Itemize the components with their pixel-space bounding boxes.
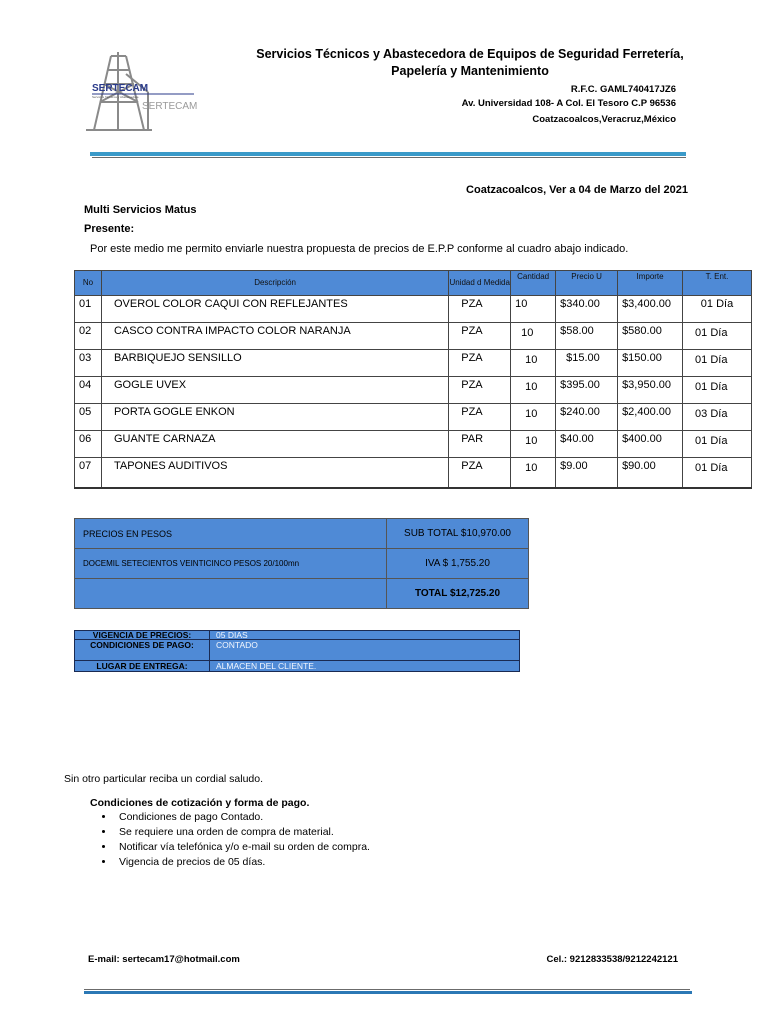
- table-row: [75, 350, 752, 377]
- cell-unit-price: $9.00: [556, 458, 618, 488]
- rfc: R.F.C. GAML740417JZ6: [570, 84, 676, 95]
- list-item: • Vigencia de precios de 05 días.: [115, 855, 575, 870]
- cell-quantity: 10: [511, 323, 556, 350]
- table-header-row: [75, 271, 752, 296]
- terms-label: VIGENCIA DE PRECIOS:: [75, 631, 210, 640]
- logo-text: SERTECAM: [92, 83, 149, 94]
- logo-text-shadow: SERTECAM: [142, 101, 198, 112]
- totals-row-iva: [75, 549, 529, 579]
- cell-unit: PZA: [449, 323, 511, 350]
- cell-unit: PZA: [449, 377, 511, 404]
- prices-label: PRECIOS EN PESOS: [75, 519, 387, 549]
- list-item: • Condiciones de pago Contado.: [115, 810, 575, 825]
- table-row: [75, 296, 752, 323]
- footer-email: E-mail: sertecam17@hotmail.com: [88, 954, 240, 965]
- greeting: Presente:: [84, 223, 135, 235]
- cell-delivery: 03 Día: [683, 404, 752, 431]
- cell-amount: $400.00: [618, 431, 683, 458]
- cell-no: 04: [75, 377, 102, 404]
- cell-delivery: 01 Día: [683, 296, 752, 323]
- cell-description: OVEROL COLOR CAQUI CON REFLEJANTES: [101, 296, 448, 323]
- table-row: [75, 431, 752, 458]
- cell-quantity: 10: [511, 296, 556, 323]
- recipient: Multi Servicios Matus: [84, 204, 197, 216]
- terms-value: ALMACEN DEL CLIENTE.: [210, 661, 520, 672]
- logo-subtext: Servicios Técnicos y Abastecedora: [92, 95, 139, 99]
- cell-description: TAPONES AUDITIVOS: [101, 458, 448, 488]
- table-row: [75, 323, 752, 350]
- col-header-unit: Unidad d Medida: [449, 271, 511, 296]
- totals-row-total: [75, 579, 529, 609]
- salutation: Sin otro particular reciba un cordial saludo.: [64, 773, 264, 785]
- company-logo: [86, 52, 206, 134]
- letter-date: Coatzacoalcos, Ver a 04 de Marzo del 2021: [466, 184, 688, 196]
- footer-phone: Cel.: 9212833538/9212242121: [546, 954, 678, 965]
- header-rule: [90, 152, 686, 156]
- cell-amount: $2,400.00: [618, 404, 683, 431]
- cell-no: 02: [75, 323, 102, 350]
- cell-description: GOGLE UVEX: [101, 377, 448, 404]
- intro-text: Por este medio me permito enviarle nuestra propuesta de precios de E.P.P conforme al cuadro abajo indicado.: [90, 243, 629, 255]
- col-header-description: Descripción: [101, 271, 448, 296]
- cell-amount: $3,950.00: [618, 377, 683, 404]
- address: Av. Universidad 108- A Col. El Tesoro C.P 96536: [461, 98, 676, 109]
- company-name: Servicios Técnicos y Abastecedora de Equipos de Seguridad Ferretería,: [256, 47, 684, 61]
- cell-unit: PZA: [449, 296, 511, 323]
- cell-quantity: 10: [511, 404, 556, 431]
- conditions-list: [75, 810, 575, 870]
- cell-delivery: 01 Día: [683, 350, 752, 377]
- cell-description: CASCO CONTRA IMPACTO COLOR NARANJA: [101, 323, 448, 350]
- terms-row: [75, 631, 520, 640]
- col-header-quantity: Cantidad: [511, 271, 556, 296]
- cell-unit: PZA: [449, 458, 511, 488]
- cell-no: 03: [75, 350, 102, 377]
- cell-quantity: 10: [511, 458, 556, 488]
- table-row: [75, 377, 752, 404]
- cell-quantity: 10: [511, 377, 556, 404]
- cell-amount: $580.00: [618, 323, 683, 350]
- cell-description: BARBIQUEJO SENSILLO: [101, 350, 448, 377]
- col-header-delivery: T. Ent.: [683, 271, 752, 296]
- company-name-line2: Papelería y Mantenimiento: [391, 64, 549, 78]
- cell-delivery: 01 Día: [683, 323, 752, 350]
- col-header-amount: Importe: [618, 271, 683, 296]
- terms-value: 05 DIAS: [210, 631, 520, 640]
- city: Coatzacoalcos,Veracruz,México: [532, 114, 676, 125]
- cell-amount: $90.00: [618, 458, 683, 488]
- cell-quantity: 10: [511, 431, 556, 458]
- cell-unit-price: $40.00: [556, 431, 618, 458]
- list-item: • Se requiere una orden de compra de material.: [115, 825, 575, 840]
- header-rule-shadow: [92, 157, 686, 158]
- cell-unit: PZA: [449, 350, 511, 377]
- items-table: [74, 270, 752, 489]
- totals-blank-cell: [75, 579, 387, 609]
- list-item: • Notificar vía telefónica y/o e-mail su orden de compra.: [115, 840, 575, 855]
- cell-description: GUANTE CARNAZA: [101, 431, 448, 458]
- terms-label: CONDICIONES DE PAGO:: [75, 640, 210, 661]
- footer-rule-top: [84, 989, 690, 990]
- cell-no: 07: [75, 458, 102, 488]
- totals-table: [74, 518, 529, 609]
- terms-value: CONTADO: [210, 640, 520, 661]
- terms-row: [75, 661, 520, 672]
- cell-amount: $3,400.00: [618, 296, 683, 323]
- cell-unit-price: $58.00: [556, 323, 618, 350]
- cell-delivery: 01 Día: [683, 431, 752, 458]
- company-heading: [250, 46, 690, 80]
- col-header-unit-price: Precio U: [556, 271, 618, 296]
- table-row: [75, 404, 752, 431]
- footer-rule: [84, 991, 692, 994]
- cell-no: 06: [75, 431, 102, 458]
- cell-quantity: 10: [511, 350, 556, 377]
- cell-no: 05: [75, 404, 102, 431]
- total: TOTAL $12,725.20: [387, 579, 529, 609]
- cell-unit: PAR: [449, 431, 511, 458]
- iva: IVA $ 1,755.20: [387, 549, 529, 579]
- cell-unit-price: $395.00: [556, 377, 618, 404]
- cell-no: 01: [75, 296, 102, 323]
- cell-delivery: 01 Día: [683, 377, 752, 404]
- cell-unit: PZA: [449, 404, 511, 431]
- terms-table: [74, 630, 520, 672]
- cell-amount: $150.00: [618, 350, 683, 377]
- col-header-no: No: [75, 271, 102, 296]
- amount-in-words: DOCEMIL SETECIENTOS VEINTICINCO PESOS 20/100mn: [75, 549, 387, 579]
- cell-unit-price: $240.00: [556, 404, 618, 431]
- table-row: [75, 458, 752, 488]
- cell-unit-price: $15.00: [556, 350, 618, 377]
- cell-unit-price: $340.00: [556, 296, 618, 323]
- subtotal: SUB TOTAL $10,970.00: [387, 519, 529, 549]
- terms-row: [75, 640, 520, 661]
- cell-description: PORTA GOGLE ENKON: [101, 404, 448, 431]
- totals-row-subtotal: [75, 519, 529, 549]
- conditions-title: Condiciones de cotización y forma de pago.: [90, 797, 310, 809]
- terms-label: LUGAR DE ENTREGA:: [75, 661, 210, 672]
- cell-delivery: 01 Día: [683, 458, 752, 488]
